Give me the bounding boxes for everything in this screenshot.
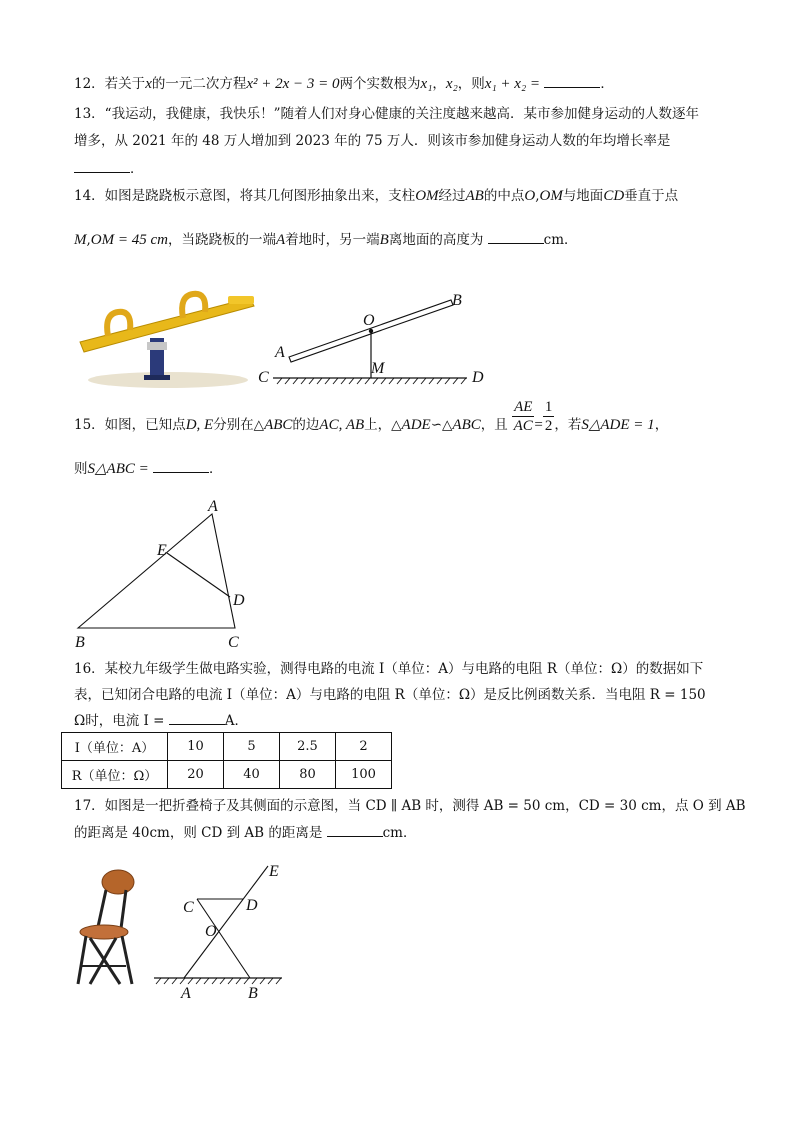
question-12: 12．若关于x的一元二次方程x² + 2x − 3 = 0两个实数根为x₁，x₂，则x₁ + x₂ = ． — [74, 73, 614, 93]
label-c: C — [183, 899, 194, 916]
triangle-diagram — [70, 495, 250, 655]
table-row — [62, 733, 392, 761]
label-b: B — [75, 634, 85, 651]
folding-chair-photo — [76, 866, 146, 991]
seesaw-photo — [78, 280, 258, 390]
question-16-line-1: 16．某校九年级学生做电路实验，测得电路的电流 I（单位：A）与电路的电阻 R（单位：Ω）的数据如下 — [74, 661, 704, 677]
chair-diagram — [150, 862, 300, 1004]
label-d: D — [246, 897, 258, 914]
table-cell: 100 — [336, 761, 392, 789]
label-e: E — [269, 863, 279, 880]
fraction-ae-ac: $\frac{AE}{AC}$ — [513, 399, 533, 434]
question-14-line-2: M,OM = 45 cm，当跷跷板的一端A着地时，另一端B离地面的高度为 cm． — [74, 229, 578, 249]
label-e: E — [157, 542, 167, 559]
question-14-line-1: 14．如图是跷跷板示意图，将其几何图形抽象出来，支柱OM经过AB的中点O,OM与地面CD垂直于点 — [74, 188, 679, 204]
table-cell: 10 — [168, 733, 224, 761]
current-resistance-table — [61, 732, 392, 789]
segment-ed — [167, 553, 230, 597]
leg-ae — [184, 866, 268, 978]
label-o: O — [205, 923, 217, 940]
table-cell: 2.5 — [280, 733, 336, 761]
question-17-line-2: 的距离是 40cm，则 CD 到 AB 的距离是 cm． — [74, 822, 417, 842]
answer-blank-14[interactable] — [488, 229, 544, 244]
label-m: M — [371, 360, 385, 377]
question-16-line-2: 表，已知闭合电路的电流 I（单位：A）与电路的电阻 R（单位：Ω）是反比例函数关系．当电阻 R = 150 — [74, 687, 706, 703]
triangle-abc — [78, 514, 235, 628]
label-c: C — [258, 369, 269, 386]
question-16-line-3: Ω时，电流 I = A． — [74, 710, 248, 730]
fraction-one-half: $\frac{1}{2}$ — [544, 399, 553, 434]
label-d: D — [472, 369, 484, 386]
label-b: B — [248, 985, 258, 1002]
question-13-line-3: ． — [74, 158, 144, 178]
label-b: B — [452, 292, 462, 309]
point-o — [369, 329, 373, 333]
table-cell: 80 — [280, 761, 336, 789]
question-13-line-2: 增多，从 2021 年的 48 万人增加到 2023 年的 75 万人．则该市参加健身运动人数的年均增长率是 — [74, 133, 671, 149]
table-cell: 20 — [168, 761, 224, 789]
label-c: C — [228, 634, 239, 651]
table-row — [62, 761, 392, 789]
seesaw-diagram — [255, 290, 495, 390]
label-o: O — [363, 312, 375, 329]
answer-blank-12[interactable] — [544, 73, 600, 88]
answer-blank-17[interactable] — [327, 822, 383, 837]
q12-equation: x² + 2x − 3 = 0 — [246, 76, 340, 92]
answer-blank-16[interactable] — [169, 710, 225, 725]
label-a: A — [275, 344, 285, 361]
label-d: D — [233, 592, 245, 609]
table-cell: 40 — [224, 761, 280, 789]
question-15-line-1: 15．如图，已知点D, E分别在△ABC的边AC, AB上，△ADE∽△ABC，且 $\frac{AE}{AC}$ = $\frac{1}{2}$ ，若S△ADE = 1， — [74, 399, 669, 434]
answer-blank-13[interactable] — [74, 158, 130, 173]
question-15-line-2: 则S△ABC = ． — [74, 458, 223, 478]
question-13-line-1: 13．“我运动，我健康，我快乐！”随着人们对身心健康的关注度越来越高．某市参加健身运动的人数逐年 — [74, 106, 699, 122]
label-a: A — [181, 985, 191, 1002]
table-header-current: I（单位：A） — [62, 733, 168, 761]
answer-blank-15[interactable] — [153, 458, 209, 473]
table-cell: 5 — [224, 733, 280, 761]
table-header-resistance: R（单位：Ω） — [62, 761, 168, 789]
question-17-line-1: 17．如图是一把折叠椅子及其侧面的示意图，当 CD ∥ AB 时，测得 AB = 50 cm，CD = 30 cm，点 O 到 AB — [74, 798, 746, 814]
table-cell: 2 — [336, 733, 392, 761]
label-a: A — [208, 498, 218, 515]
